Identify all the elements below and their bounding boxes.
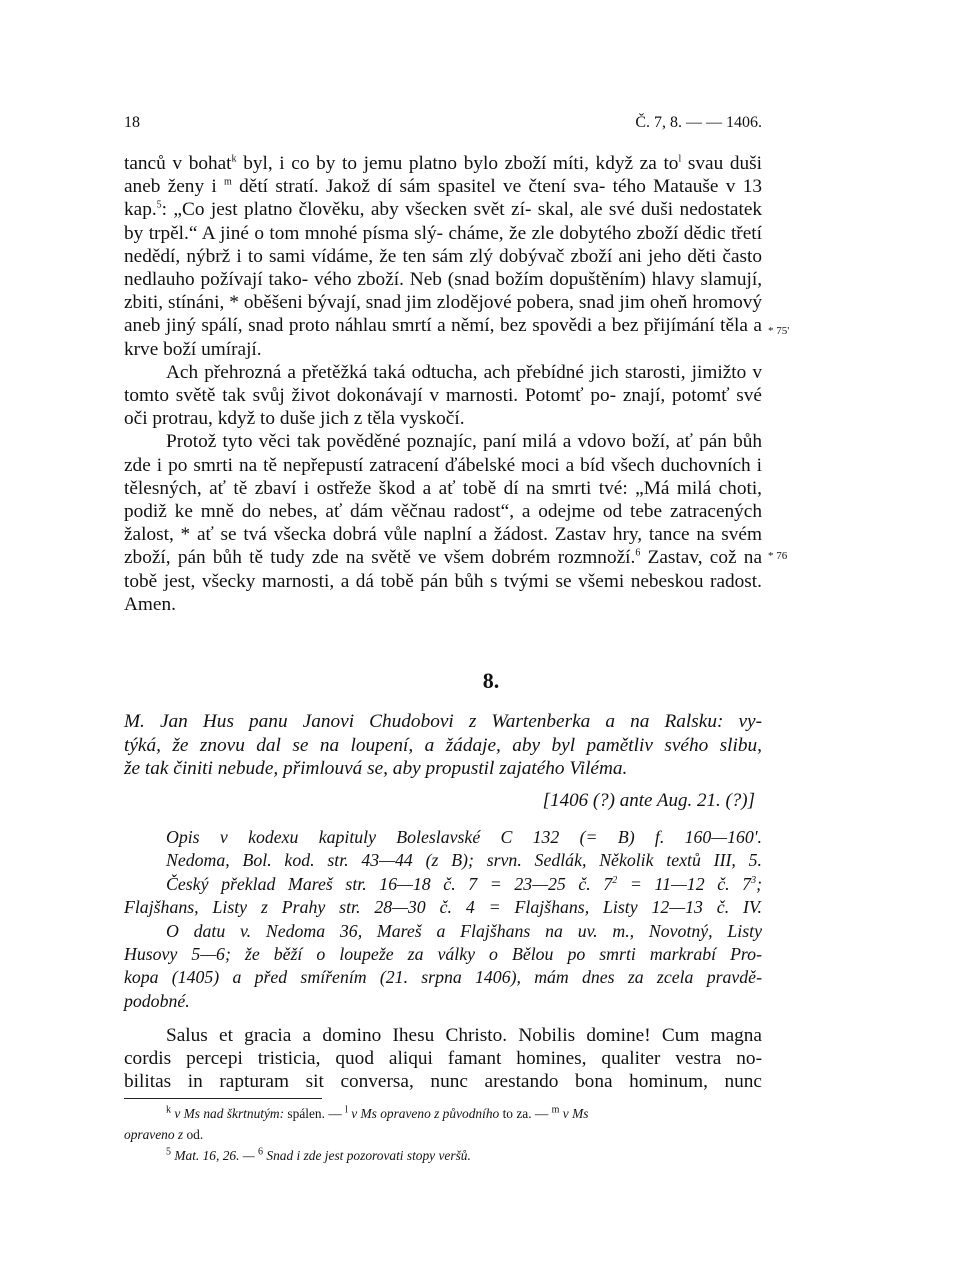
source-note-line: O datu v. Nedoma 36, Mareš a Flajšhans na uv. m., Novotný, Listy (166, 920, 762, 941)
text-fragment: tanců (124, 153, 166, 174)
text-fragment: vého zboží. Neb (snad božím dopuštěním) hlavy slamují, zbiti, stínáni, (124, 269, 763, 314)
text-fragment: dětí stratí. Jakož dí sám spasitel ve čtení sva- (231, 176, 606, 198)
footnote-mark: l (345, 1104, 348, 1116)
paragraph-1 (124, 152, 762, 361)
text-fragment: cháme, že zle dobytého zboží dědic třetí nedědí, nýbrž i to sami vídáme, (124, 222, 762, 267)
document-number: 8. (482, 668, 500, 693)
footnote-mark: 6 (258, 1146, 264, 1158)
superscript: 3 (751, 874, 757, 886)
text-fragment: svau duši aneb ženy i (124, 153, 763, 198)
text-fragment: : „Co jest platno člověku, aby všecken svět zí- (161, 199, 532, 221)
letter-body-czech (124, 152, 762, 616)
text-fragment: Protož tyto věci tak pověděné poznajíc, paní milá a vdovo boží, ať (166, 431, 693, 453)
text-fragment: v Ms opraveno z původního (347, 1106, 503, 1121)
footnote-line (124, 1124, 762, 1145)
footnote-mark: m (224, 176, 232, 188)
footnote-mark: 5 (166, 1146, 171, 1158)
text-fragment: Snad i zde jest pozorovati stopy veršů. (263, 1148, 471, 1163)
text-fragment: — (324, 1106, 346, 1121)
text-fragment: znají, potomť své oči protrau, když to duše jich z těla vyskočí. (124, 385, 762, 430)
text-fragment: radost“, a odejme od tebe zatracených žalost, * ať se tvá všecka dobrá (124, 501, 762, 546)
text-fragment: = 11—12 č. 7 (617, 873, 752, 894)
text-fragment: marnosti, a dá tobě pán bůh s tvými se všemi nebeskou radost. Amen. (124, 570, 762, 615)
paragraph-3 (124, 430, 762, 616)
footnote-mark: 6 (635, 548, 641, 560)
text-fragment: Mat. 16, 26. — (171, 1148, 259, 1163)
footnote-separator (124, 1098, 322, 1099)
text-fragment: zde na světě ve všem dobrém rozmnoží. (311, 547, 636, 569)
source-note-line: kopa (1405) a před smířením (21. srpna 1406), mám dnes za zcela pravdě- (124, 967, 762, 988)
letter-body-latin (124, 1024, 762, 1094)
footnote-mark: k (231, 153, 237, 165)
text-fragment: Ach přehrozná a přetěžká taká odtucha, ach přebídné jich starosti, (166, 361, 686, 383)
text-fragment: — (531, 1106, 552, 1121)
footnote-line (124, 1103, 762, 1124)
text-fragment: tého Matauše v 13 kap. (124, 176, 762, 221)
text-fragment: od. (186, 1127, 204, 1142)
source-note-line: Nedoma, Bol. kod. str. 43—44 (z B); srvn. Sedlák, Několik textů III, 5. (166, 850, 762, 871)
text-fragment: Zastav, což na tobě jest, všecky (124, 547, 762, 592)
text-fragment: v bohat (172, 153, 232, 174)
regest (124, 710, 762, 781)
latin-line: bilitas in rapturam sit conversa, nunc arestando bona hominum, nunc (124, 1071, 762, 1093)
source-notes (124, 826, 762, 1013)
footnote-mark: k (166, 1104, 171, 1116)
text-fragment: Český překlad Mareš str. 16—18 č. 7 = 23—25 č. 7 (166, 873, 613, 894)
text-fragment: že ten sám zlý dobývač zboží ani jeho děti často nedlauho požívají tako- (124, 245, 763, 291)
paragraph-2 (124, 361, 762, 431)
source-note-line: Opis v kodexu kapituly Boleslavské C 132 (= B) f. 160—160'. (166, 827, 762, 847)
text-fragment: to za. (502, 1106, 532, 1121)
folio-margin-note: * 76 (768, 550, 788, 562)
running-head: Č. 7, 8. — — 1406. (635, 114, 762, 131)
text-fragment: * oběšeni bývají, snad jim zlodějové pobera, snad jim oheň hromový aneb (124, 292, 762, 337)
regest-line: týká, že znovu dal se na loupení, a žádaje, aby byl pamětliv svého slibu, (124, 734, 762, 756)
text-fragment: spálen. (287, 1106, 325, 1121)
superscript: 2 (612, 874, 618, 886)
dating: [1406 (?) ante Aug. 21. (?)] (542, 790, 755, 811)
text-fragment: všech duchovních i tělesných, ať tě zbaví i ostřeže škod a ať tobě dí (124, 454, 762, 499)
folio-margin-note: * 75' (768, 325, 790, 337)
latin-line: cordis percepi tristicia, quod aliqui famant homines, qualiter vestra no- (124, 1048, 762, 1070)
latin-line: Salus et gracia a domino Ihesu Christo. Nobilis domine! Cum magna (166, 1025, 762, 1046)
text-fragment: těla a krve boží umírají. (124, 315, 762, 360)
text-fragment: na smrti tvé: „Má milá choti, podiž ke mně do nebes, ať dám věčnau (124, 477, 762, 523)
source-note-line (124, 873, 762, 896)
text-fragment: opraveno z (124, 1127, 187, 1142)
text-fragment: v Ms (559, 1106, 589, 1121)
regest-line: že tak činiti nebude, přimlouvá se, aby propustil zajatého Viléma. (124, 758, 628, 779)
footnotes (124, 1103, 762, 1166)
regest-line: M. Jan Hus panu Janovi Chudobovi z Wartenberka a na Ralsku: vy- (124, 711, 762, 732)
footnote-mark: m (551, 1104, 560, 1116)
source-note-line: podobné. (124, 990, 190, 1011)
text-fragment: skal, ale své duši nedostatek by trpěl.“ A jiné o tom mnohé písma slý- (124, 199, 763, 244)
text-fragment: v Ms nad škrtnutým: (171, 1106, 288, 1121)
footnote-mark: l (678, 153, 682, 165)
text-fragment: jimižto v tomto světě tak svůj život dokonávají v marnosti. Potomť po- (124, 361, 763, 407)
text-fragment: byl, i co by to jemu platno bylo zboží míti, když za to (236, 153, 679, 174)
text-fragment: jiný spálí, snad proto náhlau smrtí a němí, bez spovědi a bez přijímání (165, 315, 715, 337)
text-fragment: pán bůh zde i po smrti na tě nepřepustí zatracení ďábelské moci a bíd (124, 431, 762, 476)
source-note-line: Husovy 5—6; že běží o loupeže za války o Bělou po smrti markrabí Pro- (124, 944, 762, 965)
text-fragment: vůle naplní a žádost. Zastav hry, tance na svém zboží, pán bůh tě tudy (124, 524, 762, 569)
text-fragment: ; (756, 873, 762, 894)
source-note-line: Flajšhans, Listy z Prahy str. 28—30 č. 4 = Flajšhans, Listy 12—13 č. IV. (124, 897, 762, 918)
footnote-mark: 5 (156, 199, 162, 211)
footnote-line (124, 1145, 762, 1166)
page-number: 18 (124, 114, 140, 131)
